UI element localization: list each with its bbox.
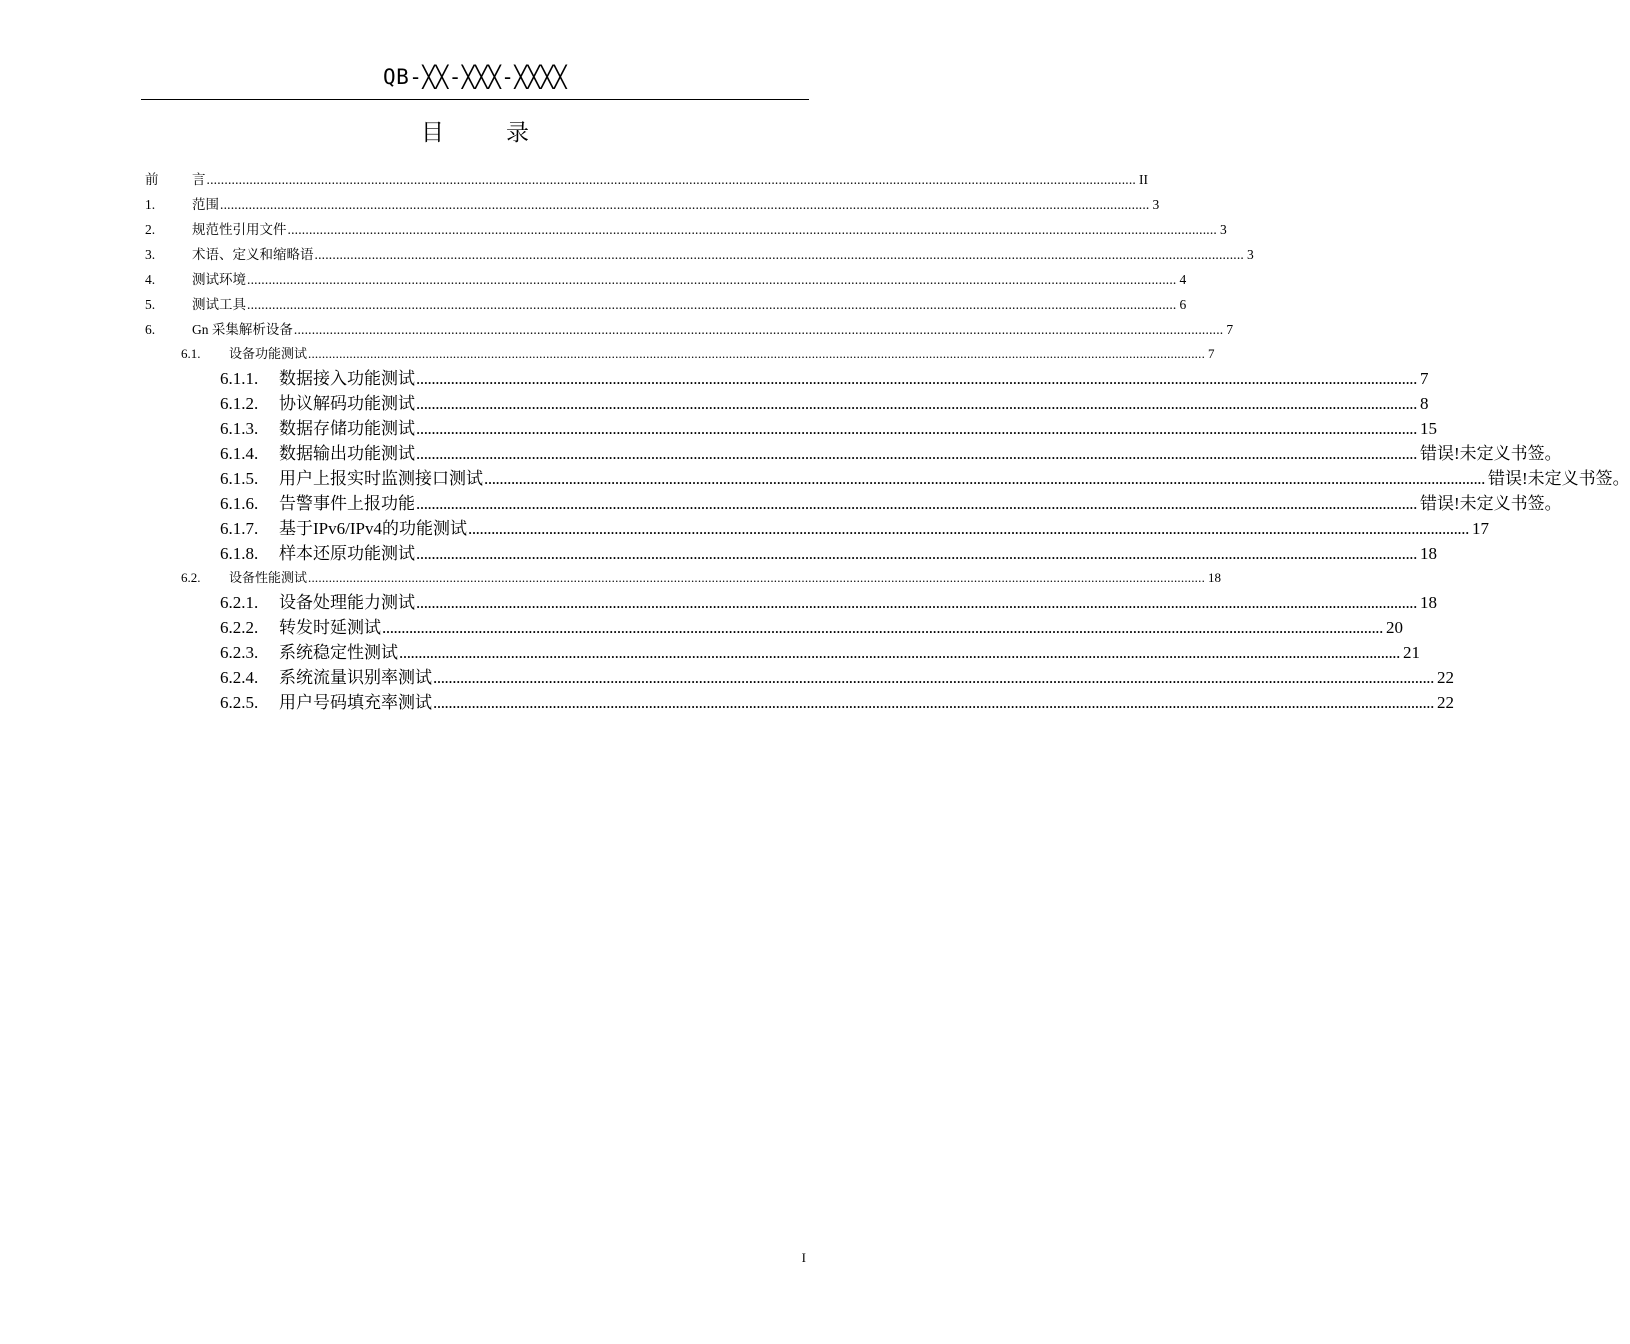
dot-leader: .................................................................................................................................................................................................................................................................... [308, 570, 1206, 585]
dot-leader: .................................................................................................................................................................................................................................................................... [293, 322, 1224, 337]
toc-entry-number: 2. [145, 222, 156, 237]
toc-entry-number: 3. [145, 247, 156, 262]
toc-entry-6-2-1[interactable] [220, 588, 1438, 612]
toc-entry-page: 错误!未定义书签。 [1420, 494, 1562, 513]
toc-title-char-1: 目 [421, 120, 444, 146]
toc-entry-title: 系统稳定性测试 [279, 643, 398, 662]
toc-entry-number: 6.2.5. [220, 693, 259, 712]
toc-entry-page: 20 [1386, 618, 1404, 637]
page-number: I [801, 1250, 806, 1265]
toc-entry-6-1[interactable] [181, 343, 1215, 363]
toc-title [0, 117, 950, 149]
toc-entry-page: 4 [1179, 272, 1187, 287]
toc-entry-6-2-2[interactable] [220, 613, 1404, 637]
toc-entry-title: 样本还原功能测试 [279, 544, 415, 563]
toc-entry-6-1-8[interactable] [220, 539, 1438, 563]
toc-entry-title: 基于IPv6/IPv4的功能测试 [279, 519, 467, 538]
toc-title-char-2: 录 [506, 120, 529, 146]
toc-entry-page: 6 [1179, 297, 1187, 312]
toc-entry-6-1-6[interactable] [220, 489, 1562, 513]
toc-entry-title: 范围 [192, 197, 219, 212]
toc-entry-6-1-2[interactable] [220, 389, 1429, 413]
toc-entry-page: 22 [1437, 668, 1455, 687]
dot-leader: .................................................................................................................................................................................................................................................................... [416, 444, 1418, 463]
toc-entry-6-2-3[interactable] [220, 638, 1421, 662]
toc-entry-6-2-4[interactable] [220, 663, 1455, 687]
toc-entry-title: 协议解码功能测试 [279, 394, 415, 413]
dot-leader: .................................................................................................................................................................................................................................................................... [287, 222, 1217, 237]
dot-leader: .................................................................................................................................................................................................................................................................... [314, 247, 1244, 262]
dot-leader: .................................................................................................................................................................................................................................................................... [206, 172, 1136, 187]
toc-entry-title: 设备性能测试 [229, 570, 308, 585]
toc-entry-6-1-5[interactable] [220, 464, 1630, 488]
toc-entry-number: 6.1.2. [220, 394, 259, 413]
toc-entry-title: Gn 采集解析设备 [192, 322, 293, 337]
toc-entry-page: 3 [1247, 247, 1254, 262]
toc-entry-page: 18 [1420, 593, 1438, 612]
toc-entry-preface[interactable] [145, 168, 1148, 188]
toc-entry-page: 17 [1471, 519, 1489, 538]
dot-leader: .................................................................................................................................................................................................................................................................... [247, 297, 1177, 312]
dot-leader: .................................................................................................................................................................................................................................................................... [416, 544, 1418, 563]
dot-leader: .................................................................................................................................................................................................................................................................... [416, 369, 1418, 388]
toc-entry-6-1-3[interactable] [220, 414, 1438, 438]
toc-entry-3[interactable] [145, 243, 1254, 263]
toc-entry-number: 6.2.2. [220, 618, 259, 637]
toc-entry-number: 4. [145, 272, 156, 287]
toc-entry-number: 6.1.4. [220, 444, 259, 463]
toc-entry-number: 6.2. [181, 570, 201, 585]
toc-entry-title: 转发时延测试 [279, 618, 381, 637]
toc-entry-1[interactable] [145, 193, 1160, 213]
header-rule [141, 99, 809, 100]
toc-entry-title: 用户号码填充率测试 [279, 693, 432, 712]
toc-entry-6-2[interactable] [181, 567, 1222, 587]
toc-entry-title: 数据存储功能测试 [279, 419, 415, 438]
toc-entry-title: 数据接入功能测试 [279, 369, 415, 388]
toc-entry-page: 8 [1420, 394, 1429, 413]
toc-entry-6-1-4[interactable] [220, 439, 1562, 463]
toc-entry-title: 言 [192, 172, 206, 187]
toc-entry-title: 用户上报实时监测接口测试 [279, 469, 483, 488]
toc-entry-page: 15 [1420, 419, 1438, 438]
dot-leader: .................................................................................................................................................................................................................................................................... [433, 668, 1435, 687]
toc-entry-title: 规范性引用文件 [192, 222, 287, 237]
toc-entry-title: 术语、定义和缩略语 [192, 247, 314, 262]
toc-entry-6-1-1[interactable] [220, 364, 1429, 388]
dot-leader: .................................................................................................................................................................................................................................................................... [416, 394, 1418, 413]
toc-entry-title: 系统流量识别率测试 [279, 668, 432, 687]
toc-entry-number: 6.2.3. [220, 643, 259, 662]
toc-entry-title: 数据输出功能测试 [279, 444, 415, 463]
dot-leader: .................................................................................................................................................................................................................................................................... [382, 618, 1384, 637]
toc-entry-page: 错误!未定义书签。 [1488, 469, 1630, 488]
toc-entry-number: 6.1.8. [220, 544, 259, 563]
toc-entry-number: 6.1.3. [220, 419, 259, 438]
toc-entry-6-1-7[interactable] [220, 514, 1489, 538]
toc-entry-page: 18 [1420, 544, 1438, 563]
toc-entry-number: 6.1. [181, 346, 201, 361]
toc-entry-6-2-5[interactable] [220, 688, 1455, 712]
toc-entry-title: 告警事件上报功能 [279, 494, 415, 513]
dot-leader: .................................................................................................................................................................................................................................................................... [399, 643, 1401, 662]
toc-entry-title: 测试工具 [192, 297, 246, 312]
toc-entry-title: 设备功能测试 [229, 346, 308, 361]
toc-entry-number: 6.2.1. [220, 593, 259, 612]
toc-entry-2[interactable] [145, 218, 1227, 238]
toc-entry-4[interactable] [145, 268, 1187, 288]
toc-entry-number: 6.1.1. [220, 369, 259, 388]
toc-entry-page: 3 [1152, 197, 1160, 212]
toc-entry-page: 7 [1226, 322, 1234, 337]
dot-leader: .................................................................................................................................................................................................................................................................... [247, 272, 1177, 287]
toc-entry-number: 6.1.7. [220, 519, 259, 538]
dot-leader: .................................................................................................................................................................................................................................................................... [416, 494, 1418, 513]
dot-leader: .................................................................................................................................................................................................................................................................... [467, 519, 1469, 538]
toc-entry-5[interactable] [145, 293, 1187, 313]
toc-entry-page: 7 [1208, 346, 1215, 361]
toc-entry-page: 22 [1437, 693, 1455, 712]
dot-leader: .................................................................................................................................................................................................................................................................... [416, 419, 1418, 438]
toc-entry-page: 3 [1220, 222, 1227, 237]
toc-entry-page: II [1139, 172, 1148, 187]
toc-entry-number: 6. [145, 322, 156, 337]
toc-entry-title: 设备处理能力测试 [279, 593, 415, 612]
toc-entry-page: 18 [1208, 570, 1222, 585]
dot-leader: .................................................................................................................................................................................................................................................................... [416, 593, 1418, 612]
toc-entry-page: 错误!未定义书签。 [1420, 444, 1562, 463]
document-number: QB-╳╳-╳╳╳-╳╳╳╳ [382, 65, 567, 89]
toc-entry-number: 5. [145, 297, 156, 312]
dot-leader: .................................................................................................................................................................................................................................................................... [308, 346, 1206, 361]
toc-entry-number: 6.1.5. [220, 469, 259, 488]
dot-leader: .................................................................................................................................................................................................................................................................... [433, 693, 1435, 712]
toc-entry-number: 前 [145, 172, 159, 187]
dot-leader: .................................................................................................................................................................................................................................................................... [484, 469, 1486, 488]
toc-entry-title: 测试环境 [192, 272, 246, 287]
toc-entry-number: 1. [145, 197, 156, 212]
toc-entry-page: 7 [1420, 369, 1429, 388]
toc-entry-6[interactable] [145, 318, 1234, 338]
toc-entry-number: 6.1.6. [220, 494, 259, 513]
toc-entry-number: 6.2.4. [220, 668, 259, 687]
toc-entry-page: 21 [1403, 643, 1421, 662]
dot-leader: .................................................................................................................................................................................................................................................................... [220, 197, 1150, 212]
